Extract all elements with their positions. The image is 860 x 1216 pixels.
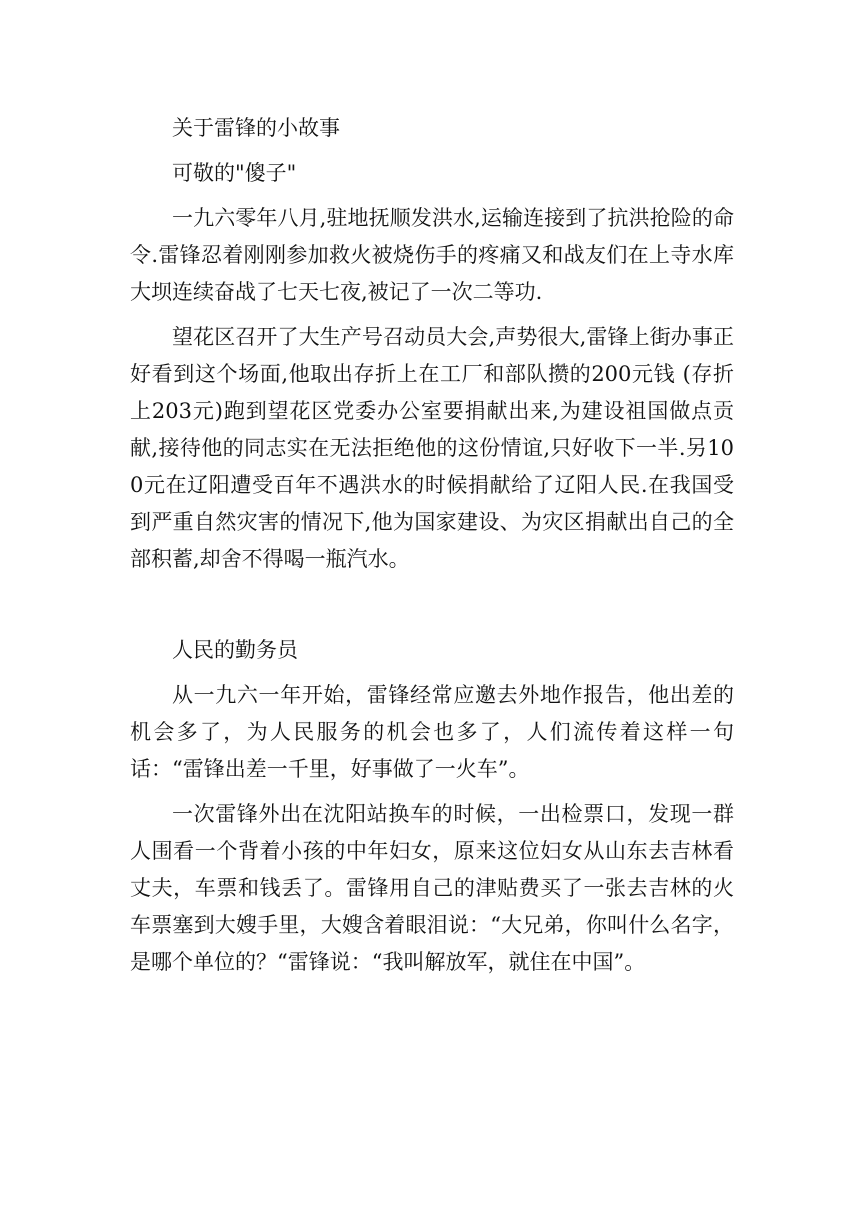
section-subtitle: 可敬的"傻子" (172, 161, 297, 185)
paragraph-donation: 望花区召开了大生产号召动员大会,声势很大,雷锋上街办事正好看到这个场面,他取出存折上在工厂和部队攒的200元钱 (存折上203元)跑到望花区党委办公室要捐献出来,为建设祖国做点贡献,接待他的同志实在无法拒绝他的这份情谊,只好收下一半.另100元在辽阳遭受百年不遇洪水的时候捐献给了辽阳人民.在我国受到严重自然灾害的情况下,他为国家建设、为灾区捐献出自己的全部积蓄,却舍不得喝一瓶汽水。 (130, 325, 734, 571)
document-body (130, 110, 734, 989)
paragraph-trips: 从一九六一年开始，雷锋经常应邀去外地作报告，他出差的机会多了，为人民服务的机会也多了，人们流传着这样一句话：“雷锋出差一千里，好事做了一火车”。 (130, 683, 734, 781)
paragraph-flood: 一九六零年八月,驻地抚顺发洪水,运输连接到了抗洪抢险的命令.雷锋忍着刚刚参加救火被烧伤手的疼痛又和战友们在上寺水库大坝连续奋战了七天七夜,被记了一次二等功. (130, 206, 734, 304)
paragraph-station: 一次雷锋外出在沈阳站换车的时候，一出检票口，发现一群人围看一个背着小孩的中年妇女，原来这位妇女从山东去吉林看丈夫，车票和钱丢了。雷锋用自己的津贴费买了一张去吉林的火车票塞到大嫂手里，大嫂含着眼泪说：“大兄弟，你叫什么名字，是哪个单位的？“雷锋说：“我叫解放军，就住在中国”。 (130, 802, 734, 974)
section-spacer (130, 586, 734, 632)
document-title: 关于雷锋的小故事 (172, 116, 340, 140)
section-title: 人民的勤务员 (172, 638, 298, 662)
